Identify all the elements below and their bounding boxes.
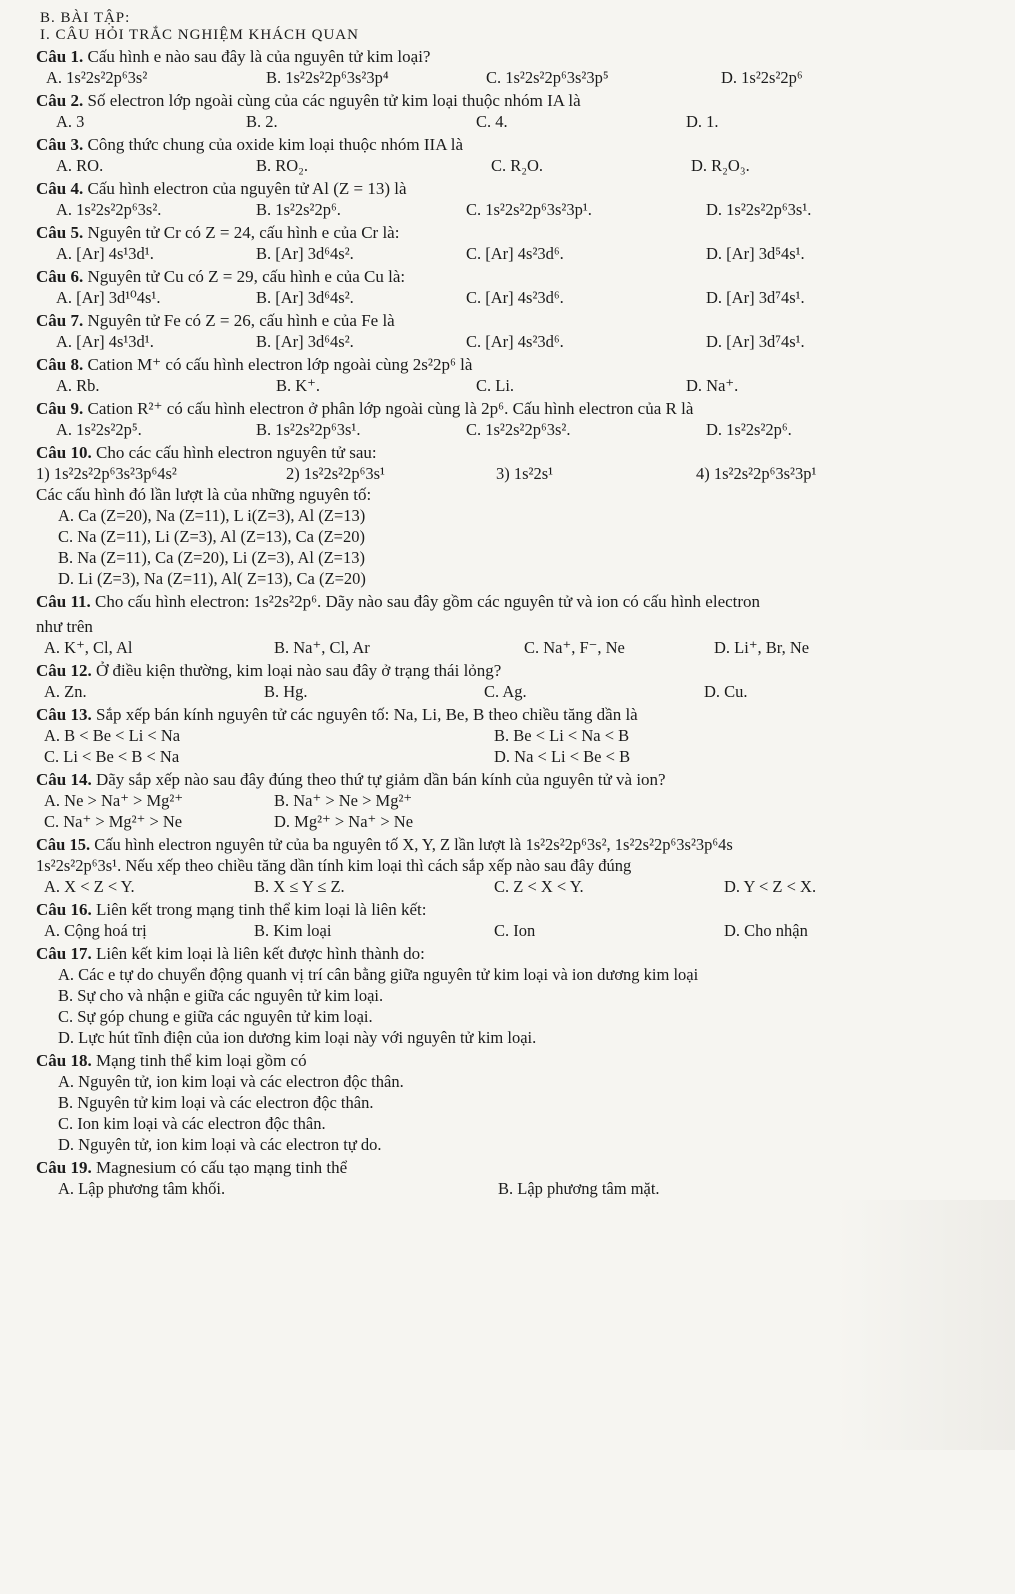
question-16 — [36, 899, 1006, 941]
question-14 — [36, 769, 1006, 832]
option-d[interactable]: D. 1s²2s²2p⁶3s¹. — [706, 200, 812, 219]
question-8 — [36, 354, 1006, 396]
option-c[interactable]: C. R₂O. — [491, 156, 544, 175]
option-c[interactable]: C. Na⁺ > Mg²⁺ > Ne — [44, 812, 183, 831]
worksheet-page — [36, 10, 1006, 1199]
option-d[interactable]: D. Cu. — [704, 682, 748, 701]
option-c[interactable]: C. Na⁺, F⁻, Ne — [524, 638, 625, 657]
option-d[interactable]: D. Li (Z=3), Na (Z=11), Al( Z=13), Ca (Z=20) — [58, 569, 366, 588]
option-c[interactable]: C. [Ar] 4s²3d⁶. — [466, 288, 564, 307]
question-text: Cấu hình electron của nguyên tử Al (Z = 13) là — [87, 179, 407, 198]
option-d[interactable]: D. Na < Li < Be < B — [494, 747, 631, 766]
option-c[interactable]: C. Na (Z=11), Li (Z=3), Al (Z=13), Ca (Z=20) — [58, 527, 365, 546]
option-c[interactable]: C. Li. — [476, 376, 515, 395]
question-label: Câu 15. — [36, 835, 91, 854]
subsection-heading: I. CÂU HỎI TRẮC NGHIỆM KHÁCH QUAN — [40, 27, 359, 43]
question-label: Câu 12. — [36, 661, 92, 680]
question-text: Sắp xếp bán kính nguyên tử các nguyên tố: Na, Li, Be, B theo chiều tăng dần là — [95, 705, 638, 724]
option-c[interactable]: C. Li < Be < B < Na — [44, 747, 180, 766]
option-a[interactable]: A. Nguyên tử, ion kim loại và các electron độc thân. — [58, 1072, 404, 1091]
option-d[interactable]: D. [Ar] 3d⁵4s¹. — [706, 244, 805, 263]
option-b[interactable]: B. 1s²2s²2p⁶3s¹. — [256, 420, 361, 439]
option-c[interactable]: C. [Ar] 4s²3d⁶. — [466, 244, 564, 263]
question-3 — [36, 134, 1006, 176]
option-b[interactable]: B. Na⁺, Cl, Ar — [274, 638, 370, 657]
question-text: Magnesium có cấu tạo mạng tinh thể — [95, 1158, 348, 1177]
option-d[interactable]: D. Mg²⁺ > Na⁺ > Ne — [274, 812, 414, 831]
question-text: Số electron lớp ngoài cùng của các nguyên tử kim loại thuộc nhóm IA là — [87, 91, 581, 110]
option-b[interactable]: B. Kim loại — [254, 921, 332, 940]
question-19 — [36, 1157, 1006, 1199]
question-label: Câu 2. — [36, 91, 84, 110]
option-a[interactable]: A. B < Be < Li < Na — [44, 726, 181, 745]
option-b[interactable]: B. 1s²2s²2p⁶3s²3p⁴ — [266, 68, 389, 87]
question-text: Cation R²⁺ có cấu hình electron ở phân lớp ngoài cùng là 2p⁶. Cấu hình electron của R là — [87, 399, 694, 418]
option-d[interactable]: D. Y < Z < X. — [724, 877, 817, 896]
option-a[interactable]: A. X < Z < Y. — [44, 877, 135, 896]
option-b[interactable]: B. RO₂. — [256, 156, 309, 175]
option-b[interactable]: B. Sự cho và nhận e giữa các nguyên tử kim loại. — [58, 986, 384, 1005]
option-d[interactable]: D. 1. — [686, 112, 719, 131]
option-c[interactable]: C. Z < X < Y. — [494, 877, 584, 896]
question-text: Cation M⁺ có cấu hình electron lớp ngoài cùng 2s²2p⁶ là — [87, 355, 473, 374]
question-label: Câu 5. — [36, 223, 84, 242]
config-3: 3) 1s²2s¹ — [496, 464, 554, 483]
option-b[interactable]: B. Na⁺ > Ne > Mg²⁺ — [274, 791, 413, 810]
option-c[interactable]: C. 4. — [476, 112, 508, 131]
question-label: Câu 16. — [36, 900, 92, 919]
question-text-2: như trên — [36, 617, 93, 636]
option-c[interactable]: C. Ion kim loại và các electron độc thân. — [58, 1114, 326, 1133]
option-c[interactable]: C. 1s²2s²2p⁶3s². — [466, 420, 571, 439]
option-a[interactable]: A. K⁺, Cl, Al — [44, 638, 133, 657]
question-label: Câu 14. — [36, 770, 92, 789]
question-18 — [36, 1050, 1006, 1155]
question-11 — [36, 591, 1006, 658]
question-text: Công thức chung của oxide kim loại thuộc nhóm IIA là — [87, 135, 464, 154]
config-4: 4) 1s²2s²2p⁶3s²3p¹ — [696, 464, 817, 483]
question-label: Câu 17. — [36, 944, 92, 963]
question-text-2: 1s²2s²2p⁶3s¹. Nếu xếp theo chiều tăng dần tính kim loại thì cách sắp xếp nào sau đây đúng — [36, 856, 632, 875]
question-text: Mạng tinh thể kim loại gồm có — [95, 1051, 307, 1070]
question-text: Ở điều kiện thường, kim loại nào sau đây ở trạng thái lỏng? — [95, 661, 502, 680]
config-2: 2) 1s²2s²2p⁶3s¹ — [286, 464, 385, 483]
option-a[interactable]: A. 1s²2s²2p⁵. — [56, 420, 142, 439]
option-c[interactable]: C. 1s²2s²2p⁶3s²3p¹. — [466, 200, 592, 219]
option-b[interactable]: B. Lập phương tâm mặt. — [498, 1179, 660, 1198]
option-b[interactable]: B. X ≤ Y ≤ Z. — [254, 877, 345, 896]
question-text: Nguyên tử Cu có Z = 29, cấu hình e của Cu là: — [87, 267, 406, 286]
question-label: Câu 19. — [36, 1158, 92, 1177]
option-d[interactable]: D. [Ar] 3d⁷4s¹. — [706, 288, 805, 307]
option-c[interactable]: C. Sự góp chung e giữa các nguyên tử kim loại. — [58, 1007, 373, 1026]
question-13 — [36, 704, 1006, 767]
question-text: Nguyên tử Cr có Z = 24, cấu hình e của Cr là: — [87, 223, 400, 242]
question-9 — [36, 398, 1006, 440]
question-6 — [36, 266, 1006, 308]
option-b[interactable]: B. Na (Z=11), Ca (Z=20), Li (Z=3), Al (Z=13) — [58, 548, 365, 567]
question-text-2: Các cấu hình đó lần lượt là của những nguyên tố: — [36, 485, 372, 504]
option-d[interactable]: D. Nguyên tử, ion kim loại và các electron tự do. — [58, 1135, 382, 1154]
option-c[interactable]: C. 1s²2s²2p⁶3s²3p⁵ — [486, 68, 609, 87]
option-a[interactable]: A. [Ar] 4s¹3d¹. — [56, 244, 154, 263]
option-a[interactable]: A. Cộng hoá trị — [44, 921, 147, 940]
question-15 — [36, 834, 1006, 897]
option-a[interactable]: A. Zn. — [44, 682, 87, 701]
question-label: Câu 11. — [36, 592, 91, 611]
question-label: Câu 13. — [36, 705, 92, 724]
question-text: Liên kết trong mạng tinh thể kim loại là liên kết: — [95, 900, 427, 919]
question-5 — [36, 222, 1006, 264]
question-text: Cho các cấu hình electron nguyên tử sau: — [95, 443, 377, 462]
question-label: Câu 8. — [36, 355, 84, 374]
option-b[interactable]: B. Hg. — [264, 682, 308, 701]
option-b[interactable]: B. Be < Li < Na < B — [494, 726, 630, 745]
question-12 — [36, 660, 1006, 702]
question-2 — [36, 90, 1006, 132]
page-shadow — [835, 1200, 1015, 1450]
option-b[interactable]: B. Nguyên tử kim loại và các electron độc thân. — [58, 1093, 374, 1112]
option-a[interactable]: A. 3 — [56, 112, 85, 131]
option-c[interactable]: C. Ag. — [484, 682, 527, 701]
question-label: Câu 9. — [36, 399, 84, 418]
option-b[interactable]: B. 2. — [246, 112, 278, 131]
option-b[interactable]: B. [Ar] 3d⁶4s². — [256, 332, 354, 351]
option-c[interactable]: C. [Ar] 4s²3d⁶. — [466, 332, 564, 351]
option-a[interactable]: A. Rb. — [56, 376, 100, 395]
option-a[interactable]: A. Lập phương tâm khối. — [58, 1179, 226, 1198]
question-label: Câu 7. — [36, 311, 84, 330]
question-label: Câu 6. — [36, 267, 84, 286]
option-b[interactable]: B. 1s²2s²2p⁶. — [256, 200, 341, 219]
option-a[interactable]: A. Ca (Z=20), Na (Z=11), L i(Z=3), Al (Z=13) — [58, 506, 366, 525]
option-a[interactable]: A. [Ar] 4s¹3d¹. — [56, 332, 154, 351]
question-label: Câu 1. — [36, 47, 84, 66]
option-b[interactable]: B. K⁺. — [276, 376, 321, 395]
question-4 — [36, 178, 1006, 220]
option-a[interactable]: A. 1s²2s²2p⁶3s². — [56, 200, 162, 219]
question-text: Liên kết kim loại là liên kết được hình thành do: — [95, 944, 425, 963]
question-text: Cho cấu hình electron: 1s²2s²2p⁶. Dãy nào sau đây gồm các nguyên tử và ion có cấu hình electron — [95, 592, 761, 611]
question-7 — [36, 310, 1006, 352]
option-d[interactable]: D. Cho nhận — [724, 921, 808, 940]
option-d[interactable]: D. Li⁺, Br, Ne — [714, 638, 810, 657]
option-d[interactable]: D. R₂O₃. — [691, 156, 750, 175]
option-a[interactable]: A. [Ar] 3d¹⁰4s¹. — [56, 288, 161, 307]
option-d[interactable]: D. [Ar] 3d⁷4s¹. — [706, 332, 805, 351]
option-a[interactable]: A. 1s²2s²2p⁶3s² — [46, 68, 148, 87]
option-a[interactable]: A. Ne > Na⁺ > Mg²⁺ — [44, 791, 184, 810]
question-text: Cấu hình e nào sau đây là của nguyên tử kim loại? — [87, 47, 431, 66]
question-1 — [36, 46, 1006, 88]
option-a[interactable]: A. Các e tự do chuyển động quanh vị trí cân bằng giữa nguyên tử kim loại và ion dương kim loại — [58, 965, 699, 984]
question-label: Câu 18. — [36, 1051, 92, 1070]
question-label: Câu 4. — [36, 179, 84, 198]
option-b[interactable]: B. [Ar] 3d⁶4s². — [256, 288, 354, 307]
question-text: Dãy sắp xếp nào sau đây đúng theo thứ tự giảm dần bán kính của nguyên tử và ion? — [95, 770, 666, 789]
question-text: Cấu hình electron nguyên tử của ba nguyên tố X, Y, Z lần lượt là 1s²2s²2p⁶3s², 1s²2s²2p⁶3s²3p⁶4s — [94, 835, 733, 854]
option-c[interactable]: C. Ion — [494, 921, 536, 940]
option-d[interactable]: D. Lực hút tĩnh điện của ion dương kim loại này với nguyên tử kim loại. — [58, 1028, 537, 1047]
section-heading: B. BÀI TẬP: — [40, 10, 131, 26]
config-1: 1) 1s²2s²2p⁶3s²3p⁶4s² — [36, 464, 177, 483]
question-label: Câu 10. — [36, 443, 92, 462]
option-d[interactable]: D. Na⁺. — [686, 376, 739, 395]
option-d[interactable]: D. 1s²2s²2p⁶. — [706, 420, 792, 439]
option-b[interactable]: B. [Ar] 3d⁶4s². — [256, 244, 354, 263]
question-text: Nguyên tử Fe có Z = 26, cấu hình e của Fe là — [87, 311, 395, 330]
question-10 — [36, 442, 1006, 589]
option-a[interactable]: A. RO. — [56, 156, 104, 175]
option-d[interactable]: D. 1s²2s²2p⁶ — [721, 68, 803, 87]
question-label: Câu 3. — [36, 135, 84, 154]
question-17 — [36, 943, 1006, 1048]
